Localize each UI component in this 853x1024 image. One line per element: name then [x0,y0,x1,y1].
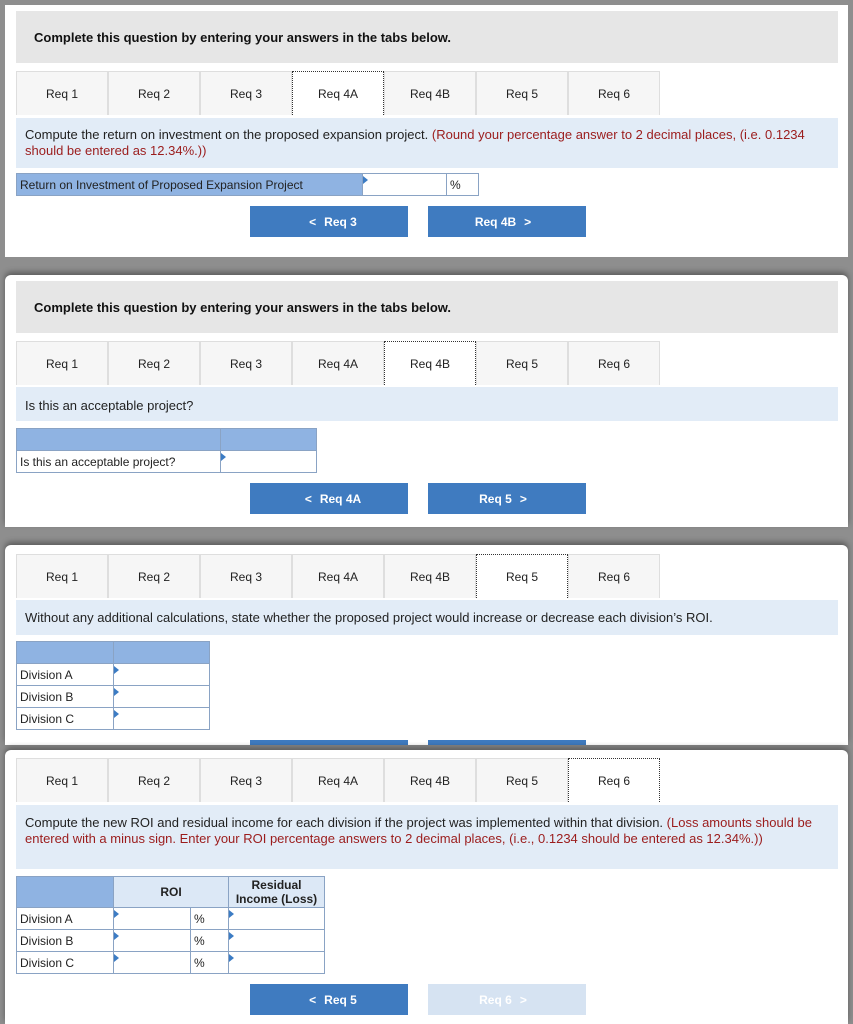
column-header-roi: ROI [114,877,229,908]
division-label: Division B [17,930,114,952]
chevron-right-icon: > [524,214,532,229]
tab-req-1[interactable]: Req 1 [16,71,108,115]
division-label: Division C [17,708,114,730]
question-panel-req-5 [5,545,848,745]
row-label: Return on Investment of Proposed Expansion Project [17,174,363,196]
tab-req-5[interactable]: Req 5 [476,554,568,598]
instructions-header: Complete this question by entering your answers in the tabs below. [16,11,838,63]
chevron-right-icon: > [519,491,527,506]
roi-input[interactable] [363,175,446,195]
tab-req-3[interactable]: Req 3 [200,758,292,802]
new-roi-table [16,876,325,974]
tab-req-5[interactable]: Req 5 [476,341,568,385]
chevron-right-icon: > [519,992,527,1007]
tab-bar [16,341,660,388]
tab-req-1[interactable]: Req 1 [16,554,108,598]
division-label: Division C [17,952,114,974]
tab-bar [16,758,660,805]
next-button[interactable] [428,740,586,745]
tab-req-5[interactable]: Req 5 [476,758,568,802]
tab-req-4b[interactable]: Req 4B [384,758,476,802]
prev-button-label: Req 4A [319,491,362,506]
tab-req-4a[interactable]: Req 4A [292,71,384,115]
tab-req-1[interactable]: Req 1 [16,758,108,802]
division-a-residual-input[interactable] [229,909,324,929]
question-body: Compute the new ROI and residual income for each division if the project was implemented within that division. [25,815,664,830]
next-button-label: Req 6 [479,992,512,1007]
percent-sign: % [191,952,229,974]
question-text: Is this an acceptable project? [16,387,838,421]
percent-sign: % [447,174,479,196]
division-roi-table [16,641,210,730]
prev-button[interactable] [250,740,408,745]
next-button-label: Req 5 [479,491,512,506]
division-label: Division A [17,664,114,686]
prev-button-label: Req 3 [324,214,357,229]
tab-req-4b[interactable]: Req 4B [384,71,476,115]
prev-button[interactable] [250,483,408,514]
division-b-residual-input[interactable] [229,931,324,951]
question-panel-req-6 [5,750,848,1024]
roi-table [16,173,479,196]
tab-req-3[interactable]: Req 3 [200,341,292,385]
question-text [16,118,838,168]
prev-button-label: Req 5 [324,992,357,1007]
acceptable-table [16,428,317,473]
instructions-header: Complete this question by entering your answers in the tabs below. [16,281,838,333]
tab-req-2[interactable]: Req 2 [108,554,200,598]
prev-button[interactable] [250,984,408,1015]
division-a-select[interactable] [114,665,209,685]
percent-sign: % [191,930,229,952]
question-body: Compute the return on investment on the proposed expansion project. [25,127,429,142]
tab-req-3[interactable]: Req 3 [200,71,292,115]
question-hint: (Round your percentage answer to 2 decimal places, (i.e. 0.1234 should be entered as 12.34%.)) [25,127,805,158]
question-panel-req-4b [5,275,848,527]
chevron-left-icon: < [304,491,312,506]
next-button[interactable] [428,206,586,237]
division-c-residual-input[interactable] [229,953,324,973]
tab-req-6[interactable]: Req 6 [568,71,660,115]
prev-button[interactable] [250,206,408,237]
tab-bar [16,71,660,118]
residual-header-line1: Residual [251,878,302,892]
tab-req-4a[interactable]: Req 4A [292,341,384,385]
question-panel-req-4a [5,5,848,257]
tab-req-1[interactable]: Req 1 [16,341,108,385]
tab-bar [16,554,660,601]
question-hint: (Loss amounts should be entered with a minus sign. Enter your ROI percentage answers to 2 decimal places, (i.e., 0.1234 should be entered as 12.34%.)) [25,815,812,846]
row-label: Is this an acceptable project? [17,451,221,473]
division-b-select[interactable] [114,687,209,707]
tab-req-6[interactable]: Req 6 [568,758,660,802]
chevron-left-icon: < [309,992,317,1007]
chevron-left-icon: < [309,214,317,229]
tab-req-3[interactable]: Req 3 [200,554,292,598]
tab-req-2[interactable]: Req 2 [108,758,200,802]
tab-req-2[interactable]: Req 2 [108,341,200,385]
question-text [16,805,838,869]
division-a-roi-input[interactable] [114,909,190,929]
division-label: Division B [17,686,114,708]
division-label: Division A [17,908,114,930]
next-button-label: Req 4B [474,214,517,229]
percent-sign: % [191,908,229,930]
division-c-roi-input[interactable] [114,953,190,973]
next-button[interactable] [428,984,586,1015]
acceptable-select[interactable] [221,452,316,472]
tab-req-5[interactable]: Req 5 [476,71,568,115]
tab-req-4a[interactable]: Req 4A [292,758,384,802]
next-button[interactable] [428,483,586,514]
tab-req-4a[interactable]: Req 4A [292,554,384,598]
tab-req-2[interactable]: Req 2 [108,71,200,115]
tab-req-4b[interactable]: Req 4B [384,341,476,385]
column-header-residual-income [229,877,325,908]
tab-req-6[interactable]: Req 6 [568,554,660,598]
division-b-roi-input[interactable] [114,931,190,951]
residual-header-line2: Income (Loss) [235,892,318,906]
question-text: Without any additional calculations, state whether the proposed project would increase or decrease each division’s ROI. [16,600,838,635]
division-c-select[interactable] [114,709,209,729]
tab-req-6[interactable]: Req 6 [568,341,660,385]
tab-req-4b[interactable]: Req 4B [384,554,476,598]
